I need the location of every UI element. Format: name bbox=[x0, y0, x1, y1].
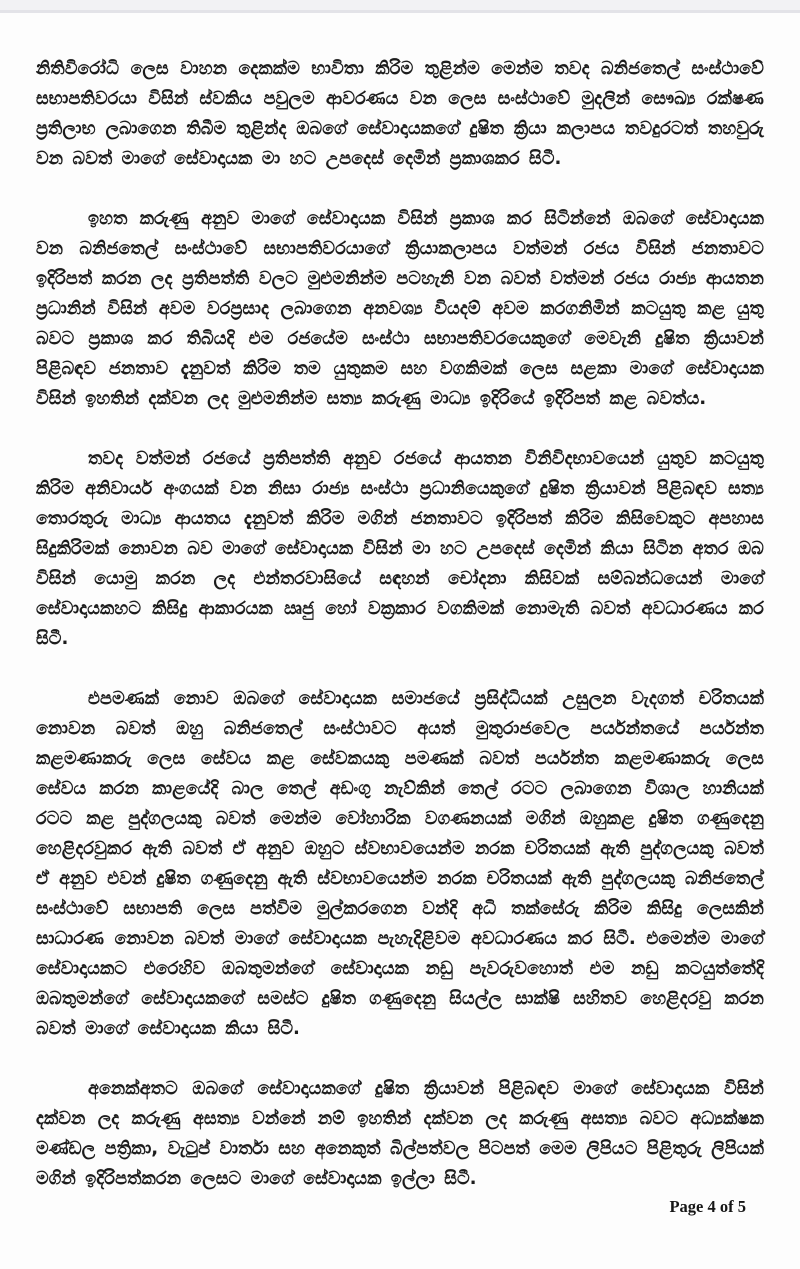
document-body bbox=[36, 54, 764, 1224]
paragraph-3: තවද වත්මන් රජයේ ප්‍රතිපත්ති අනුව රජයේ ආයතන විනිවිදභාවයෙන් යුතුව කටයුතු කිරිම අනිවාර්ය අංගයක් වන නිසා රාජ්‍ය සංස්ථා ප්‍රධානියෙකුගේ දුෂිත ක්‍රියාවන් පිළිබඳව සත්‍ය තොරතුරු මාධ්‍ය ආයතය දැනුවත් කිරිම මගින් ජනතාවට ඉදිරිපත් කිරිම කිසිවෙකුට අපහාස සිදුකිරිමක් නොවන බව මාගේ සේවාදායක විසින් මා හට උපදෙස් දෙමින් කියා සිටින අතර ඔබ විසින් යොමු කරන ලද එන්තරවාසියේ සඳහන් චෝදනා කිසිවක් සම්බන්ධයෙන් මාගේ සේවාදායකහට කිසිදු ආකාරයක ඍජු හෝ වක්‍රකාර වගකිමක් නොමැති බවත් අවධාරණය කර සිටී. bbox=[36, 449, 764, 649]
paragraph-2: ඉහත කරුණු අනුව මාගේ සේවාදායක විසින් ප්‍රකාශ කර සිටින්නේ ඔබගේ සේවාදායක වන බනිජතෙල් සංස්ථාවේ සභාපතිවරයාගේ ක්‍රියාකලාපය වත්මන් රජය විසින් ජනතාවට ඉදිරිපත් කරන ලද ප්‍රතිපත්ති වලට මුළුමනින්ම පටහැනි වන බවත් වත්මන් රජය රාජ්‍ය ආයතන ප්‍රධානින් විසින් අවම වරප්‍රසාද ලබාගෙන අනවශ්‍ය වියදම් අවම කරගනිමින් කටයුතු කළ යුතු බවට ප්‍රකාශ කර තිබියදි එම රජයේම සංස්ථා සභාපතිවරයෙකුගේ මෙවැනි දුෂිත ක්‍රියාවන් පිළිබඳව ජනතාව දැනුවත් කිරිම තම යුතුකම සහ වගකිමක් ලෙස සළකා මාගේ සේවාදායක විසින් ඉහතින් දක්වන ලද මුළුමනින්ම සත්‍ය කරුණු මාධ්‍ය ඉදිරියේ ඉදිරිපත් කළ බවත්ය. bbox=[36, 209, 764, 409]
paragraph-1: නිතිවිරෝධි ලෙස වාහන දෙකක්ම භාවිතා කිරිම තුළින්ම මෙන්ම තවද බනිජතෙල් සංස්ථාවේ සභාපතිවරයා විසින් ස්වකිය පවුලම ආවරණය වන ලෙස සංස්ථාවේ මුදලින් සෞඛ්‍ය රක්ෂණ ප්‍රතිලාභ ලබාගෙන තිබීම තුළින්ද ඔබගේ සේවාදායකගේ දුෂිත ක්‍රියා කලාපය තවදුරටත් තහවුරු වන බවත් මාගේ සේවාදායක මා හට උපදෙස් දෙමින් ප්‍රකාශකර සිටී. bbox=[36, 59, 764, 169]
scan-edge-artifact bbox=[0, 0, 800, 13]
paragraph-5: අනෙක්අතට ඔබගේ සේවාදායකගේ දුෂිත ක්‍රියාවන් පිළිබඳව මාගේ සේවාදායක විසින් දක්වන ලද කරුණු අසත්‍ය වන්නේ නම් ඉහතින් දක්වන ලද කරුණු අසත්‍ය බවට අධ්‍යක්ෂක මණ්ඩල පත්‍රිකා, වැටුප් වාර්තා සහ අනෙකුත් බිල්පත්වල පිටපත් මෙම ලිපියට පිළිතුරු ලිපියක් මගින් ඉදිරිපත්කරන ලෙසට මාගේ සේවාදායක ඉල්ලා සිටී. bbox=[36, 1079, 764, 1189]
page-number-footer: Page 4 of 5 bbox=[669, 1197, 746, 1216]
paragraph-4: එපමණක් නොව ඔබගේ සේවාදායක සමාජයේ ප්‍රසිද්ධියක් උසුලන වැදගත් චරිතයක් නොවන බවත් ඔහු බනිජතෙල් සංස්ථාවට අයත් මුතුරාජවෙල පර්යන්තයේ පර්යන්ත කළමණාකරු ලෙස සේවය කළ සේවකයකු පමණක් බවත් පර්යන්ත කළමණාකරු ලෙස සේවය කරන කාළයේදි බාල තෙල් අඩංගු නැව්කින් තෙල් රටට ලබාගෙන විශාල හානියක් රටට කළ පුද්ගලයකු බවත් මෙන්ම වෝහාරික වගණනයක් මගින් ඔහුකළ දුෂිත ගණුදෙනු හෙළිදරවුකර ඇති බවත් ඒ අනුව ඔහුට ස්වභාවයෙන්ම නරක චරිතයක් ඇති පුද්ගලයකු බවත් ඒ අනුව එවන් දුෂිත ගණුදෙනු ඇති ස්වභාවයෙන්ම නරක චරිතයක් ඇති පුද්ගලයකු බනිජතෙල් සංස්ථාවේ සභාපති ලෙස පත්විම මුල්කරගෙන වන්දි අධි තක්සේරු කිරිම කිසිදු ලෙසකින් සාධාරණ නොවන බවත් මාගේ සේවාදායක පැහැදිළිවම අවධාරණය කර සිටී. එමෙන්ම මාගේ සේවාදායකට එරෙහිව ඔබතුමන්ගේ සේවාදායක නඩු පැවරුවහොත් එම නඩු කටයුත්තේදි ඔබතුමන්ගේ සේවාදායකගේ සමස්ට දුෂිත ගණුදෙනු සියල්ල සාක්ෂි සහිතව හෙළිදරවු කරන බවත් මාගේ සේවාදායක කියා සිටී. bbox=[36, 689, 764, 1039]
